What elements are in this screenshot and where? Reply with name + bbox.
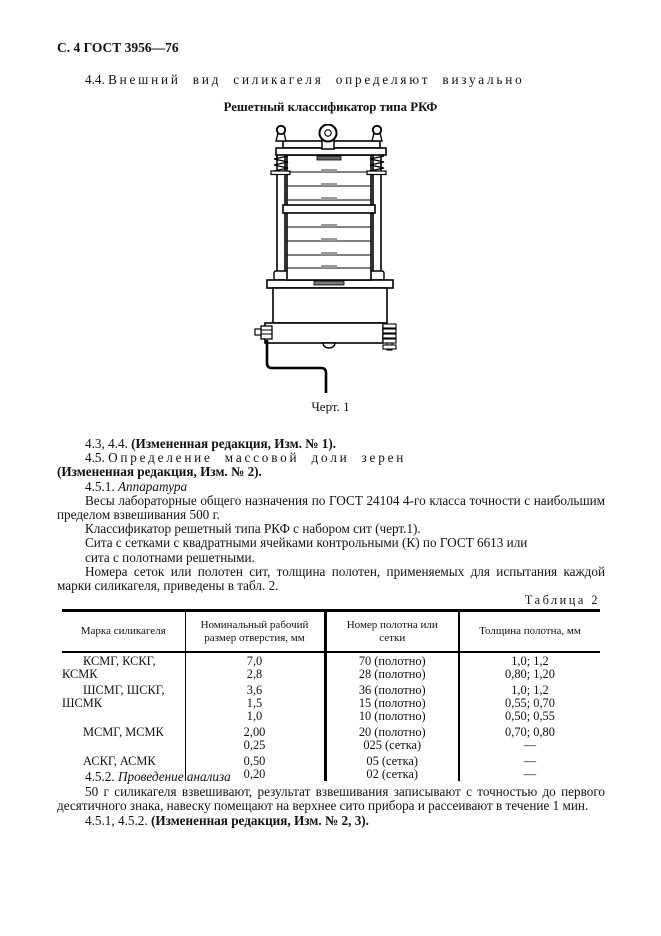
cell-number: 15 (полотно) [325, 697, 459, 710]
section-4-4-line [57, 72, 605, 88]
section-4-5-2-heading [57, 767, 605, 785]
bottom-text-block [57, 767, 605, 828]
table-row [62, 681, 600, 697]
cell-thickness: 0,50; 0,55 [505, 709, 555, 723]
amendment-note-1-prefix: 4.3, 4.4. [85, 436, 128, 451]
amendment-note-3 [57, 814, 605, 829]
paragraph-scales: Весы лабораторные общего назначения по ГОСТ 24104 4-го класса точности с наибольшим пределом взвешивания 500 г. [57, 492, 605, 523]
section-4-5-1-heading [57, 480, 605, 494]
cell-size: 3,6 [185, 681, 325, 697]
cell-number: 10 (полотно) [325, 710, 459, 723]
body-text-block [57, 437, 605, 593]
cell-thickness: 1,0; 1,2 [511, 683, 549, 697]
cell-size: 0,50 [185, 752, 325, 768]
cell-thickness: — [523, 767, 537, 781]
cell-size: 7,0 [185, 652, 325, 668]
amendment-note-1-bold: (Измененная редакция, Изм. № 1). [131, 436, 337, 451]
cell-size: 2,00 [185, 723, 325, 739]
table-row [62, 710, 600, 723]
cell-mark: АСКГ, АСМК [62, 752, 185, 768]
section-4-5-text: Определение массовой доли зерен [108, 450, 407, 466]
cell-mark: КСМГ, КСКГ, [62, 652, 185, 668]
section-4-5-1-title: Аппаратура [117, 478, 188, 494]
silica-gel-table [62, 609, 600, 781]
cell-size: 2,8 [185, 668, 325, 681]
figure-caption: Черт. 1 [311, 399, 350, 414]
table-row [62, 752, 600, 768]
page-header: С. 4 ГОСТ 3956—76 [57, 40, 179, 55]
col-header-mark: Марка силикагеля [62, 611, 185, 653]
table-row [62, 739, 600, 752]
paragraph-weighing: 50 г силикагеля взвешивают, результат взвешивания записывают с точностью до первого десятичного знака, навеску помещают на верхнее сито прибора и рассеивают в течение 1 мин. [57, 783, 605, 813]
cell-thickness: 0,55; 0,70 [505, 696, 555, 710]
table-row [62, 723, 600, 739]
sieve-classifier-drawing [240, 124, 460, 398]
paragraph-classifier: Классификатор решетный типа РКФ с набором сит (черт.1). [85, 521, 421, 537]
section-4-5-1-number: 4.5.1. [85, 478, 115, 494]
cell-size: 0,25 [185, 739, 325, 752]
amendment-note-3-bold: (Измененная редакция, Изм. № 2, 3). [150, 812, 369, 828]
col-header-thickness: Толщина полотна, мм [479, 625, 581, 638]
figure-title: Решетный классификатор типа РКФ [223, 100, 438, 114]
cell-thickness: 1,0; 1,2 [511, 654, 549, 668]
paragraph-numbers: Номера сеток или полотен сит, толщина полотен, применяемых для испытания каждой марки силикагеля, приведены в табл. 2. [57, 563, 605, 594]
cell-size: 1,5 [185, 697, 325, 710]
section-4-5-2-number: 4.5.2. [85, 769, 115, 784]
cell-number: 02 (сетка) [325, 768, 459, 781]
section-4-5-number: 4.5. [85, 450, 105, 466]
amendment-note-1 [57, 437, 605, 451]
table-row [62, 652, 600, 668]
cell-number: 28 (полотно) [325, 668, 459, 681]
cell-mark: КСМК [62, 668, 185, 681]
cell-number: 025 (сетка) [325, 739, 459, 752]
section-4-4-text: Внешний вид силикагеля определяют визуально [108, 72, 525, 87]
table-row [62, 668, 600, 681]
paragraph-sieves-1: Сита с сетками с квадратными ячейками контрольными (К) по ГОСТ 6613 или [85, 535, 528, 551]
section-4-5-2-title: Проведение анализа [117, 769, 231, 784]
cell-thickness: — [523, 754, 537, 768]
cell-mark [62, 739, 185, 752]
cell-mark [62, 710, 185, 723]
amendment-note-2: (Измененная редакция, Изм. № 2). [57, 464, 262, 480]
col-header-size: Номинальный рабочий размер отверстия, мм [185, 611, 325, 653]
cell-size: 1,0 [185, 710, 325, 723]
cell-number: 70 (полотно) [325, 652, 459, 668]
cell-thickness: — [523, 738, 537, 752]
table-2-label: Таблица 2 [524, 593, 600, 607]
cell-number: 05 (сетка) [325, 752, 459, 768]
cell-mark: МСМГ, МСМК [62, 723, 185, 739]
cell-number: 36 (полотно) [325, 681, 459, 697]
amendment-note-3-prefix: 4.5.1, 4.5.2. [85, 812, 148, 828]
section-4-4-number: 4.4. [85, 72, 105, 87]
paragraph-sieves-2: сита с полотнами решетными. [85, 549, 255, 565]
section-4-5-heading [57, 451, 605, 465]
cell-size: 0,20 [185, 768, 325, 781]
table-header-row [62, 611, 600, 653]
cell-thickness: 0,80; 1,20 [505, 667, 555, 681]
col-header-number: Номер полотна или сетки [325, 611, 459, 653]
cell-number: 20 (полотно) [325, 723, 459, 739]
cell-mark: ШСМГ, ШСКГ, [62, 681, 185, 697]
cell-thickness: 0,70; 0,80 [505, 725, 555, 739]
cell-mark: ШСМК [62, 697, 185, 710]
